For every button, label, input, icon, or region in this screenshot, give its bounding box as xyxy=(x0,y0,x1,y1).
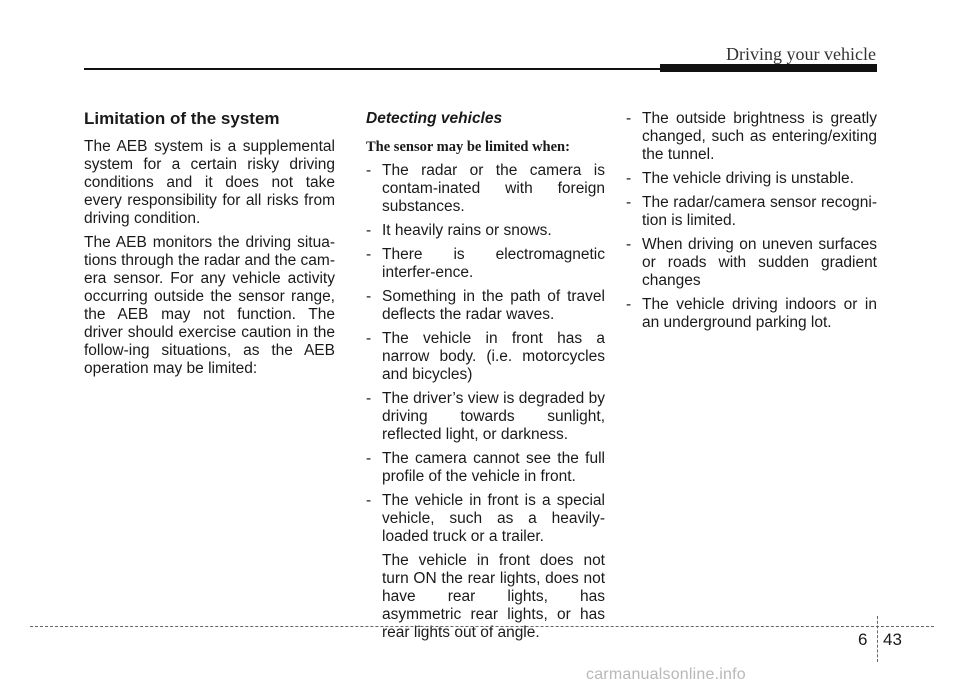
section-title: Limitation of the system xyxy=(84,109,280,128)
paragraph: The AEB system is a supplemental system for a certain risky driving conditions and it does not take every responsibility for all risks from driving condition. xyxy=(84,138,335,227)
list-item-note: The vehicle in front does not turn ON the rear lights, does not have rear lights, has asymmetric rear lights, or has rear lights out of angle. xyxy=(382,552,605,641)
header-rule xyxy=(84,68,662,70)
list-item: - The vehicle in front is a special vehicle, such as a heavily-loaded truck or a trailer. The vehicle in front does not turn ON the rear lights, does not have rear lights, has asymmetric rear lights, or has rear lights out of angle. xyxy=(366,492,605,641)
header-title: Driving your vehicle xyxy=(726,44,876,64)
list-item: - When driving on uneven surfaces or roads with sudden gradient changes xyxy=(626,236,877,289)
list-item: - There is electromagnetic interfer-ence. xyxy=(366,246,605,281)
list-item: - It heavily rains or snows. xyxy=(366,222,552,239)
column-continued-list xyxy=(626,110,877,338)
list-item: - The outside brightness is greatly changed, such as entering/exiting the tunnel. xyxy=(626,110,877,163)
footer-divider xyxy=(877,616,878,662)
list-item: - The vehicle driving is unstable. xyxy=(626,170,854,187)
list-item: - The vehicle in front has a narrow body. (i.e. motorcycles and bicycles) xyxy=(366,330,605,383)
chapter-number: 6 xyxy=(858,630,868,649)
page-number: 43 xyxy=(883,630,902,649)
limitation-list-continued xyxy=(626,110,877,332)
paragraph: The AEB monitors the driving situa-tions through the radar and the cam-era sensor. For any vehicle activity occurring outside the sensor range, the AEB may not function. The driver should exercise caution in the follow-ing situations, as the AEB operation may be limited: xyxy=(84,234,335,377)
header-rule-accent xyxy=(660,64,877,72)
list-item: - The driver’s view is degraded by driving towards sunlight, reflected light, or darkness. xyxy=(366,390,605,443)
subheading: Detecting vehicles xyxy=(366,110,503,127)
list-item: - The camera cannot see the full profile of the vehicle in front. xyxy=(366,450,605,485)
limitation-list xyxy=(366,162,605,642)
watermark: carmanualsonline.info xyxy=(586,666,746,683)
list-item: - Something in the path of travel deflects the radar waves. xyxy=(366,288,605,323)
column-detecting-vehicles xyxy=(366,110,605,648)
column-limitation xyxy=(84,110,335,384)
lead-text: The sensor may be limited when: xyxy=(366,139,570,155)
list-item: - The radar/camera sensor recogni-tion is limited. xyxy=(626,194,877,229)
footer-rule xyxy=(30,626,934,627)
list-item: - The vehicle driving indoors or in an underground parking lot. xyxy=(626,296,877,331)
list-item: - The radar or the camera is contam-inated with foreign substances. xyxy=(366,162,605,215)
